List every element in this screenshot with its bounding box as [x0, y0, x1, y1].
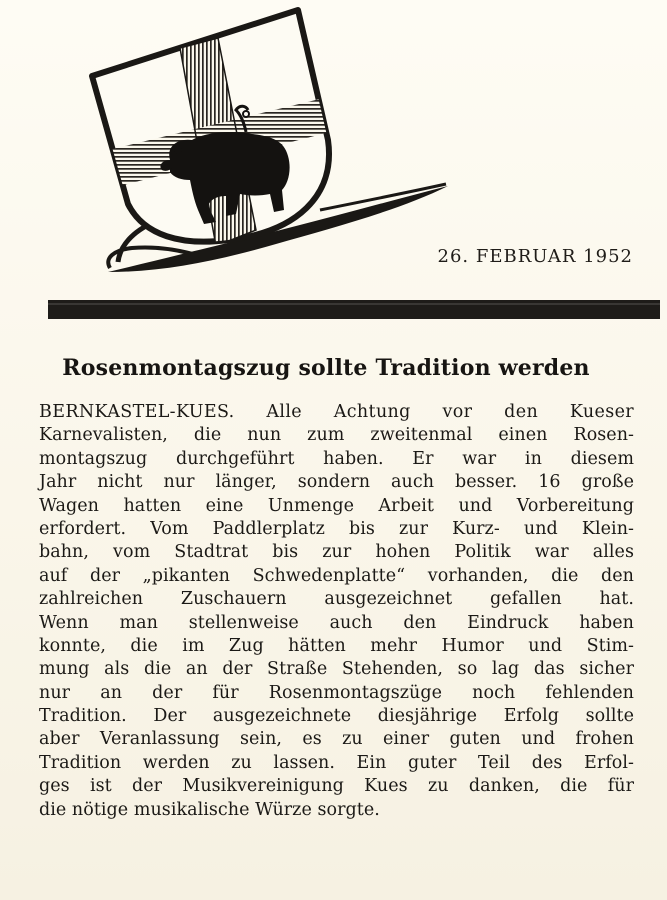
article-line: Jahr nicht nur länger, sondern auch besser. 16 große — [39, 472, 634, 493]
article-line: nur an der für Rosenmontagszüge noch fehlenden — [39, 682, 634, 703]
article-line: ges ist der Musikvereinigung Kues zu danken, die für — [39, 776, 634, 797]
article-line: erfordert. Vom Paddlerplatz bis zur Kurz- und Klein- — [39, 518, 634, 539]
article-line: zahlreichen Zuschauern ausgezeichnet gefallen hat. — [39, 589, 634, 610]
article-line: Tradition werden zu lassen. Ein guter Teil des Erfol- — [39, 752, 634, 773]
article-line: Karnevalisten, die nun zum zweitenmal einen Rosen- — [39, 425, 634, 446]
article-line: montagszug durchgeführt haben. Er war in diesem — [39, 448, 634, 469]
bear-cross-coat-of-arms-icon — [70, 0, 460, 290]
article-headline: Rosenmontagszug sollte Tradition werden — [62, 355, 590, 381]
article-line: aber Veranlassung sein, es zu einer guten und frohen — [39, 729, 634, 750]
article-line: die nötige musikalische Würze sorgte. — [39, 799, 380, 820]
article-line: bahn, vom Stadtrat bis zur hohen Politik war alles — [39, 542, 634, 563]
article-line: BERNKASTEL-KUES. Alle Achtung vor den Kueser — [39, 402, 634, 422]
article-line: Wenn man stellenweise auch den Eindruck haben — [39, 612, 634, 633]
article-line: auf der „pikanten Schwedenplatte“ vorhanden, die den — [39, 565, 634, 586]
article-body — [39, 401, 634, 822]
article-line: Tradition. Der ausgezeichnete diesjährige Erfolg sollte — [39, 706, 634, 727]
article-line: mung als die an der Straße Stehenden, so lag das sicher — [39, 659, 634, 680]
header-divider — [48, 300, 660, 319]
article-line: konnte, die im Zug hätten mehr Humor und Stim- — [39, 635, 634, 656]
article-line: Wagen hatten eine Unmenge Arbeit und Vorbereitung — [39, 495, 634, 516]
publication-date: 26. FEBRUAR 1952 — [437, 246, 633, 267]
